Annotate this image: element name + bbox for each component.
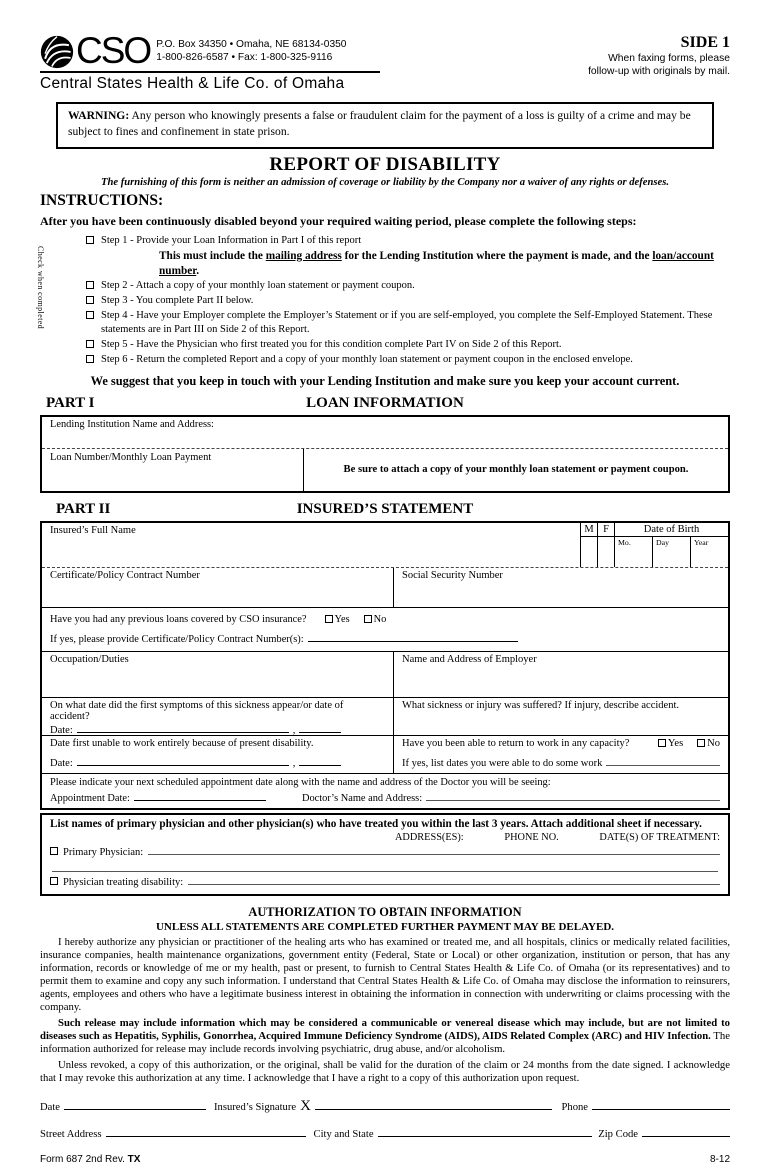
step-1-note-post: . (196, 264, 200, 277)
treating-physician-label: Physician treating disability: (63, 876, 184, 888)
signature-row (40, 1099, 730, 1113)
insured-name-field[interactable] (42, 523, 580, 567)
address-row (40, 1126, 730, 1140)
unable-date-separator: , (292, 757, 296, 769)
step-5-row (86, 338, 730, 352)
symptoms-date-label: Date: (50, 724, 73, 736)
loan-number-field[interactable] (42, 449, 304, 491)
step-6-row (86, 353, 730, 367)
unable-date-label: Date: (50, 757, 73, 769)
attach-coupon-note: Be sure to attach a copy of your monthly loan statement or payment coupon. (343, 464, 689, 476)
symptoms-date-blank[interactable] (77, 722, 289, 733)
keep-in-touch-note: We suggest that you keep in touch with your Lending Institution and make sure you keep your account current. (90, 373, 680, 388)
step-1-label: Step 1 - Provide your Loan Information in Part I of this report (101, 234, 362, 246)
ssn-field[interactable] (394, 568, 728, 607)
company-address (152, 34, 346, 64)
city-state-blank[interactable] (378, 1126, 593, 1137)
symptoms-date-field (42, 698, 394, 735)
previous-loans-yes-label: Yes (334, 613, 350, 625)
lending-institution-label: Lending Institution Name and Address: (50, 418, 214, 430)
symptoms-question: On what date did the first symptoms of this sickness appear/or date of accident? (50, 699, 344, 722)
employer-label: Name and Address of Employer (402, 653, 537, 665)
treating-physician-blank[interactable] (188, 874, 720, 885)
part2-label: PART II (56, 500, 111, 517)
step-6-checkbox[interactable] (86, 355, 94, 363)
primary-physician-blank[interactable] (148, 844, 720, 855)
previous-loans-no-checkbox[interactable] (364, 615, 372, 623)
ssn-label: Social Security Number (402, 569, 503, 581)
treatment-dates-label: DATE(S) OF TREATMENT: (599, 831, 720, 843)
primary-physician-row (50, 844, 720, 860)
treating-physician-row (50, 874, 720, 890)
return-to-work-field (394, 736, 728, 773)
physicians-intro: List names of primary physician and other physician(s) who have treated you within the last 3 years. Attach additional sheet if necessary. (50, 817, 702, 830)
date-blank[interactable] (64, 1099, 206, 1110)
fax-note-line-2: follow-up with originals by mail. (588, 66, 730, 77)
doctor-name-label: Doctor’s Name and Address: (301, 792, 423, 804)
signature-x-mark: X (300, 1097, 311, 1114)
dob-day-field[interactable]: Day (652, 537, 690, 567)
treating-physician-checkbox[interactable] (50, 877, 58, 885)
date-label: Date (40, 1101, 60, 1113)
previous-loans-no-label: No (373, 613, 387, 625)
certificate-number-label: Certificate/Policy Contract Number (50, 569, 200, 581)
sex-m-label: M (581, 523, 597, 537)
part2-heading (40, 501, 730, 518)
sex-m-field[interactable] (581, 523, 598, 567)
address-line-2: 1-800-826-6587 • Fax: 1-800-325-9116 (156, 52, 333, 63)
part1-heading (40, 395, 730, 412)
physician-continuation-blank[interactable] (52, 861, 718, 872)
step-3-checkbox[interactable] (86, 296, 94, 304)
step-1-note-loan-number: loan/account number (159, 249, 714, 277)
fax-note-line-1: When faxing forms, please (608, 53, 730, 64)
form-state: TX (127, 1153, 141, 1165)
side-label: SIDE 1 (680, 34, 730, 51)
warning-text: Any person who knowingly presents a false or fraudulent claim for the payment of a loss is guilty of a crime and may be subject to fines and confinement in state prison. (68, 109, 691, 139)
instructions-heading: INSTRUCTIONS: (40, 191, 164, 209)
page-subtitle: The furnishing of this form is neither an admission of coverage or liability by the Company nor a waiver of any rights or defenses. (101, 176, 669, 188)
city-state-label: City and State (313, 1128, 374, 1140)
primary-physician-label: Primary Physician: (63, 846, 144, 858)
return-yes-label: Yes (667, 737, 684, 749)
form-header (40, 30, 730, 93)
appointment-row (42, 773, 728, 808)
part1-title: LOAN INFORMATION (306, 394, 464, 411)
work-dates-blank[interactable] (606, 755, 720, 766)
appointment-intro: Please indicate your next scheduled appointment date along with the name and address of the Doctor you will be seeing: (50, 776, 551, 788)
symptoms-year-blank[interactable] (299, 722, 341, 733)
step-3-label: Step 3 - You complete Part II below. (101, 294, 254, 306)
step-5-checkbox[interactable] (86, 340, 94, 348)
dob-month-field[interactable]: Mo. (618, 537, 631, 547)
company-block (40, 30, 380, 93)
side-block (588, 34, 730, 78)
unable-date-field (42, 736, 394, 773)
dob-block (615, 523, 728, 567)
sex-dob-block (580, 523, 728, 567)
street-address-blank[interactable] (106, 1126, 306, 1137)
appointment-date-blank[interactable] (134, 790, 266, 801)
previous-loans-row (42, 607, 728, 651)
zip-code-blank[interactable] (642, 1126, 730, 1137)
signature-blank[interactable] (315, 1099, 552, 1110)
employer-field[interactable] (394, 652, 728, 697)
addresses-label: ADDRESS(ES): (395, 831, 464, 843)
authorization-paragraph-2-bold: Such release may include information which may be considered a communicable or venereal disease which may include, but are not limited to diseases such as Hepatitis, Syphilis, Gonorrhea, Acquired Immune Deficiency Syndrome (AIDS), AIDS Related Complex (ARC) and HIV Infection. (40, 1016, 730, 1042)
step-2-label: Step 2 - Attach a copy of your monthly loan statement or payment coupon. (101, 279, 415, 291)
step-3-row (86, 294, 730, 308)
company-name: Central States Health & Life Co. of Omaha (40, 75, 345, 92)
sex-f-label: F (598, 523, 614, 537)
authorization-paragraph-2-rest: The information authorized for release may include records involving psychiatric, drug abuse, and/or alcoholism. (40, 1029, 730, 1055)
cso-logotype: CSO (76, 30, 151, 71)
warning-box (56, 102, 714, 149)
step-1-note-mid: for the Lending Institution where the payment is made, and the (341, 249, 653, 262)
return-no-checkbox[interactable] (697, 739, 705, 747)
authorization-paragraph-3: Unless revoked, a copy of this authorization, or the original, shall be valid for the duration of the claim or 24 months from the date signed. I acknowledge that I may revoke this authorization at any time. I acknowledge that I have a right to a copy of this authorization upon request. (40, 1058, 730, 1084)
step-1-note-pre: This must include the (159, 249, 266, 262)
sickness-field[interactable] (394, 698, 728, 735)
form-footer (40, 1154, 730, 1165)
address-line-1: P.O. Box 34350 • Omaha, NE 68134-0350 (156, 39, 347, 50)
certificate-number-field[interactable] (42, 568, 394, 607)
form-number-text: Form 687 2nd Rev. (40, 1153, 125, 1165)
appointment-date-label: Appointment Date: (50, 792, 130, 804)
zip-code-label: Zip Code (598, 1128, 638, 1140)
doctor-name-blank[interactable] (426, 790, 720, 801)
cso-logo-icon (40, 35, 74, 69)
unable-question: Date first unable to work entirely because of present disability. (50, 737, 314, 749)
physicians-box (40, 813, 730, 896)
warning-label: WARNING: (68, 109, 130, 122)
instructions-steps (36, 234, 730, 367)
return-yes-checkbox[interactable] (658, 739, 666, 747)
symptoms-date-separator: , (292, 724, 296, 736)
occupation-label: Occupation/Duties (50, 653, 129, 665)
previous-loans-question: Have you had any previous loans covered by CSO insurance? (50, 613, 307, 625)
step-2-checkbox[interactable] (86, 281, 94, 289)
step-2-row (86, 279, 730, 293)
fax-note (588, 52, 730, 78)
sex-f-field[interactable] (598, 523, 615, 567)
phone-blank[interactable] (592, 1099, 730, 1110)
form-number (40, 1154, 140, 1165)
part2-table (40, 521, 730, 810)
previous-loans-yes-checkbox[interactable] (325, 615, 333, 623)
step-1-checkbox[interactable] (86, 236, 94, 244)
step-1-row (86, 234, 730, 248)
return-no-label: No (707, 737, 720, 749)
previous-certificate-blank[interactable] (308, 631, 518, 642)
loan-number-label: Loan Number/Monthly Loan Payment (50, 451, 212, 463)
step-6-label: Step 6 - Return the completed Report and a copy of your monthly loan statement or payment coupon in the enclosed envelope. (101, 353, 633, 365)
step-1-note (86, 249, 730, 279)
insured-name-label: Insured’s Full Name (50, 524, 136, 536)
street-address-label: Street Address (40, 1128, 102, 1140)
dob-year-field[interactable]: Year (690, 537, 728, 567)
physicians-columns (50, 831, 720, 844)
return-question: Have you been able to return to work in any capacity? (402, 737, 630, 749)
check-when-completed-label: Check when completed (36, 245, 45, 329)
instructions-intro: After you have been continuously disabled beyond your required waiting period, please complete the following steps: (40, 213, 637, 228)
occupation-field[interactable] (42, 652, 394, 697)
if-yes-dates-label: If yes, list dates you were able to do some work (402, 757, 603, 769)
authorization-subheading: UNLESS ALL STATEMENTS ARE COMPLETED FURTHER PAYMENT MAY BE DELAYED. (155, 920, 615, 933)
part2-title: INSURED’S STATEMENT (296, 500, 474, 517)
dob-label: Date of Birth (615, 523, 728, 537)
unable-year-blank[interactable] (299, 755, 341, 766)
phone-no-label: PHONE NO. (504, 831, 559, 843)
unable-date-blank[interactable] (77, 755, 289, 766)
part1-table (40, 415, 730, 493)
step-4-row (86, 309, 730, 337)
page-title: REPORT OF DISABILITY (269, 153, 501, 175)
step-4-checkbox[interactable] (86, 311, 94, 319)
sickness-question: What sickness or injury was suffered? If injury, describe accident. (402, 699, 679, 711)
step-4-label: Step 4 - Have your Employer complete the Employer’s Statement or if you are self-employed, you complete the Self-Employed Statement. These statements are in Part III on Side 2 of this Report. (101, 309, 713, 335)
step-1-note-mailing-address: mailing address (265, 249, 342, 262)
form-date-code: 8-12 (709, 1153, 730, 1165)
authorization-paragraph-2 (40, 1017, 730, 1056)
part1-label: PART I (46, 394, 95, 411)
step-5-label: Step 5 - Have the Physician who first treated you for this condition complete Part IV on Side 2 of this Report. (101, 338, 562, 350)
authorization-heading: AUTHORIZATION TO OBTAIN INFORMATION (248, 904, 522, 919)
insureds-signature-label: Insured’s Signature (214, 1101, 297, 1113)
authorization-paragraph-1: I hereby authorize any physician or practitioner of the healing arts who has examined or treated me, and all hospitals, clinics or medically related facilities, insurance companies, health maintenance organizations, government entity (Federal, State or Local) or other organization, institution or person, that has any information, records or knowledge of me or my health, past or present, to furnish to Central States Health & Life Co. of Omaha (or its representatives) and to permit them to examine and copy any such information. I understand that Central States Health & Life Co. of Omaha may disclose the information to reinsurers, agents, employees and others who have a legitimate business interest in obtaining the information in connection with underwriting or claims processing with the company. (40, 935, 730, 1013)
primary-physician-checkbox[interactable] (50, 847, 58, 855)
phone-label: Phone (561, 1101, 588, 1113)
lending-institution-field[interactable] (42, 417, 728, 449)
if-yes-certificate-label: If yes, please provide Certificate/Policy Contract Number(s): (50, 633, 304, 645)
